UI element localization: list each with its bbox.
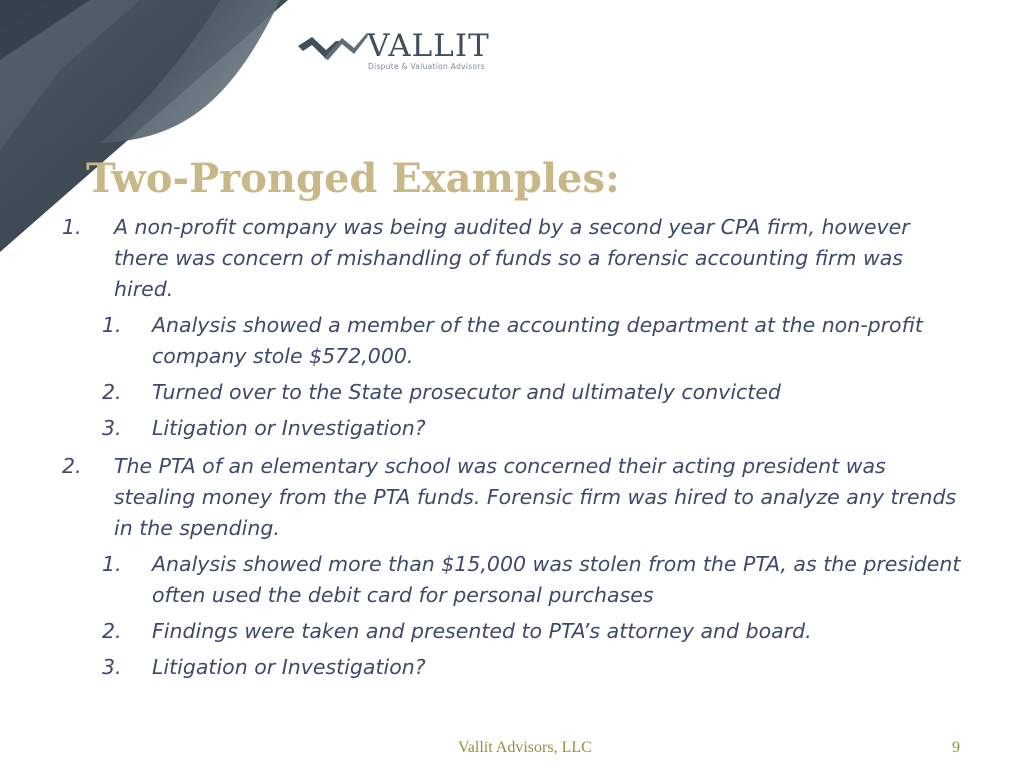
sub-list-text: Findings were taken and presented to PTA’s attorney and board. — [152, 619, 812, 643]
page-number: 9 — [952, 739, 960, 756]
list-number: 2. — [62, 454, 82, 478]
sub-list-text: Turned over to the State prosecutor and ultimately convicted — [152, 380, 781, 404]
list-text: The PTA of an elementary school was concerned their acting president was stealing money from the PTA funds. Forensic firm was hired to analyze any trends in the spending. — [114, 454, 957, 540]
sub-list-item — [62, 549, 962, 611]
logo-wordmark: VALLIT — [367, 28, 490, 64]
sub-list-text: Analysis showed more than $15,000 was stolen from the PTA, as the president often used the debit card for personal purchases — [152, 552, 961, 607]
list-text: A non-profit company was being audited by a second year CPA firm, however there was concern of mishandling of funds so a forensic accounting firm was hired. — [114, 215, 910, 301]
list-number: 1. — [62, 215, 82, 239]
list-item — [62, 212, 962, 305]
slide-title: Two-Pronged Examples: — [86, 155, 620, 202]
logo-tagline: Dispute & Valuation Advisors — [368, 62, 485, 71]
sub-list-text: Analysis showed a member of the accounting department at the non-profit company stole $572,000. — [152, 313, 923, 368]
sub-list-number: 3. — [102, 655, 122, 679]
sub-list-number: 2. — [102, 380, 122, 404]
sub-list-item — [62, 413, 962, 444]
sub-list-item — [62, 377, 962, 408]
sub-list-number: 2. — [102, 619, 122, 643]
slide-content — [62, 212, 962, 683]
sub-list-item — [62, 652, 962, 683]
sub-list-number: 3. — [102, 416, 122, 440]
sub-list-text: Litigation or Investigation? — [152, 416, 426, 440]
sub-list-text: Litigation or Investigation? — [152, 655, 426, 679]
sub-list-number: 1. — [102, 313, 122, 337]
logo-mark-icon — [296, 32, 368, 62]
footer-company: Vallit Advisors, LLC — [458, 739, 592, 756]
sub-list-item — [62, 616, 962, 647]
sub-list-item — [62, 310, 962, 372]
vallit-logo — [296, 28, 488, 74]
list-item — [62, 451, 962, 544]
slide-footer — [0, 739, 1024, 763]
sub-list-number: 1. — [102, 552, 122, 576]
